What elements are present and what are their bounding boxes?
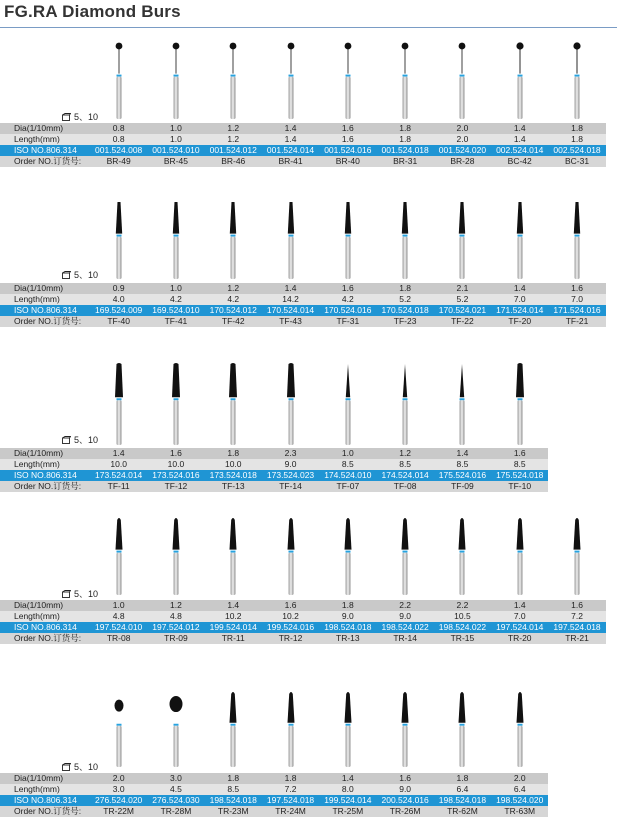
pack-quantity bbox=[62, 268, 98, 281]
spec-cell: TR-62M bbox=[434, 806, 491, 817]
spec-cell: TR-28M bbox=[147, 806, 204, 817]
spec-cell: TF-21 bbox=[548, 316, 605, 327]
spec-cell: 1.8 bbox=[548, 134, 605, 145]
spec-cell: 1.8 bbox=[376, 123, 433, 134]
spec-cell: 276.524.020 bbox=[90, 795, 147, 806]
bur-image bbox=[166, 40, 186, 120]
spec-cell bbox=[548, 784, 605, 795]
pack-quantity bbox=[62, 760, 98, 773]
bur-image bbox=[567, 516, 587, 596]
spec-cell: TR-11 bbox=[205, 633, 262, 644]
spec-cell: 197.524.018 bbox=[548, 622, 605, 633]
pack-quantity-label: 5、10 bbox=[74, 435, 99, 445]
spec-row-iso bbox=[0, 795, 606, 806]
spec-cell: TR-14 bbox=[376, 633, 433, 644]
spec-cell: TR-13 bbox=[319, 633, 376, 644]
spec-cell: 198.524.022 bbox=[434, 622, 491, 633]
spec-cell: 1.6 bbox=[262, 600, 319, 611]
bur-image bbox=[510, 690, 530, 768]
spec-cell: 4.0 bbox=[90, 294, 147, 305]
spec-cell: 001.524.012 bbox=[205, 145, 262, 156]
spec-cell: 1.6 bbox=[319, 134, 376, 145]
spec-cell: 001.524.020 bbox=[434, 145, 491, 156]
spec-cell: 1.2 bbox=[205, 283, 262, 294]
spec-cell: 5.2 bbox=[434, 294, 491, 305]
spec-row-ord bbox=[0, 156, 606, 167]
spec-cell: 173.524.018 bbox=[205, 470, 262, 481]
spec-cell: TR-23M bbox=[205, 806, 262, 817]
spec-row-dia bbox=[0, 773, 606, 784]
spec-cell: 169.524.010 bbox=[147, 305, 204, 316]
spec-cell: 197.524.010 bbox=[90, 622, 147, 633]
spec-cell: TR-63M bbox=[491, 806, 548, 817]
spec-cell: 4.2 bbox=[319, 294, 376, 305]
bur-image bbox=[452, 40, 472, 120]
spec-row-dia bbox=[0, 448, 606, 459]
spec-cell: BC-42 bbox=[491, 156, 548, 167]
spec-cell: 1.4 bbox=[90, 448, 147, 459]
spec-cell: 170.524.021 bbox=[434, 305, 491, 316]
bur-image bbox=[166, 200, 186, 280]
bur-image bbox=[281, 362, 301, 446]
bur-image bbox=[510, 362, 530, 446]
spec-row-dia bbox=[0, 283, 606, 294]
spec-cell: TR-09 bbox=[147, 633, 204, 644]
spec-row-ord bbox=[0, 806, 606, 817]
spec-cell: 1.4 bbox=[262, 283, 319, 294]
spec-cell: 198.524.018 bbox=[319, 622, 376, 633]
row-label: Order NO.订货号: bbox=[0, 633, 90, 644]
spec-cell: 199.524.014 bbox=[205, 622, 262, 633]
row-label: Length(mm) bbox=[0, 294, 90, 305]
spec-cell: 8.5 bbox=[319, 459, 376, 470]
spec-cell: 198.524.022 bbox=[376, 622, 433, 633]
spec-cell: BC-31 bbox=[548, 156, 605, 167]
bur-image bbox=[567, 40, 587, 120]
spec-cell: 1.4 bbox=[491, 600, 548, 611]
spec-cell: 2.2 bbox=[434, 600, 491, 611]
spec-cell: 1.8 bbox=[376, 283, 433, 294]
bur-image bbox=[281, 516, 301, 596]
spec-cell: 174.524.010 bbox=[319, 470, 376, 481]
bur-image bbox=[338, 40, 358, 120]
spec-table bbox=[0, 123, 606, 167]
row-label: ISO NO.806.314 bbox=[0, 145, 90, 156]
spec-cell: 2.0 bbox=[90, 773, 147, 784]
bur-image bbox=[395, 200, 415, 280]
spec-row-iso bbox=[0, 145, 606, 156]
bur-image bbox=[338, 690, 358, 768]
spec-cell: BR-28 bbox=[434, 156, 491, 167]
spec-table bbox=[0, 448, 606, 492]
spec-cell: 170.524.016 bbox=[319, 305, 376, 316]
spec-cell: BR-49 bbox=[90, 156, 147, 167]
spec-cell: 10.2 bbox=[205, 611, 262, 622]
spec-cell bbox=[548, 448, 605, 459]
bur-image bbox=[510, 40, 530, 120]
spec-cell: 170.524.018 bbox=[376, 305, 433, 316]
spec-cell: 173.524.014 bbox=[90, 470, 147, 481]
spec-table bbox=[0, 283, 606, 327]
spec-cell: 7.0 bbox=[548, 294, 605, 305]
spec-cell: 1.2 bbox=[147, 600, 204, 611]
spec-cell bbox=[548, 795, 605, 806]
spec-cell: 197.524.018 bbox=[262, 795, 319, 806]
spec-cell: 1.2 bbox=[205, 134, 262, 145]
spec-cell: 1.6 bbox=[319, 123, 376, 134]
spec-cell: 9.0 bbox=[376, 611, 433, 622]
bur-image bbox=[395, 690, 415, 768]
spec-cell: TF-31 bbox=[319, 316, 376, 327]
spec-cell: 4.2 bbox=[205, 294, 262, 305]
row-label: ISO NO.806.314 bbox=[0, 795, 90, 806]
package-icon bbox=[62, 271, 71, 279]
spec-cell: 1.6 bbox=[548, 283, 605, 294]
spec-cell: 1.6 bbox=[147, 448, 204, 459]
row-label: Order NO.订货号: bbox=[0, 316, 90, 327]
bur-image bbox=[338, 200, 358, 280]
spec-cell: BR-45 bbox=[147, 156, 204, 167]
spec-cell: 170.524.012 bbox=[205, 305, 262, 316]
bur-image bbox=[281, 200, 301, 280]
spec-cell: BR-46 bbox=[205, 156, 262, 167]
spec-table bbox=[0, 773, 606, 817]
spec-cell: 2.3 bbox=[262, 448, 319, 459]
spec-row-ord bbox=[0, 481, 606, 492]
spec-cell: TF-11 bbox=[90, 481, 147, 492]
spec-cell: BR-40 bbox=[319, 156, 376, 167]
package-icon bbox=[62, 113, 71, 121]
row-label: Dia(1/10mm) bbox=[0, 448, 90, 459]
bur-image bbox=[223, 516, 243, 596]
spec-row-iso bbox=[0, 470, 606, 481]
spec-cell: 8.5 bbox=[434, 459, 491, 470]
row-label: ISO NO.806.314 bbox=[0, 305, 90, 316]
bur-image bbox=[223, 362, 243, 446]
spec-cell bbox=[548, 806, 605, 817]
spec-cell: TR-20 bbox=[491, 633, 548, 644]
row-label: Length(mm) bbox=[0, 459, 90, 470]
spec-cell: 002.524.018 bbox=[548, 145, 605, 156]
spec-cell: 7.0 bbox=[491, 294, 548, 305]
spec-cell: 198.524.018 bbox=[434, 795, 491, 806]
spec-cell: TF-41 bbox=[147, 316, 204, 327]
row-label: Order NO.订货号: bbox=[0, 806, 90, 817]
spec-cell: TF-43 bbox=[262, 316, 319, 327]
spec-cell: 9.0 bbox=[262, 459, 319, 470]
bur-image bbox=[109, 200, 129, 280]
bur-image bbox=[281, 40, 301, 120]
row-label: Length(mm) bbox=[0, 611, 90, 622]
spec-cell: 5.2 bbox=[376, 294, 433, 305]
spec-cell: TR-12 bbox=[262, 633, 319, 644]
bur-image bbox=[395, 516, 415, 596]
spec-cell: 1.2 bbox=[376, 448, 433, 459]
spec-cell bbox=[548, 470, 605, 481]
spec-cell: 2.1 bbox=[434, 283, 491, 294]
bur-image bbox=[567, 200, 587, 280]
spec-cell: 8.0 bbox=[319, 784, 376, 795]
spec-cell: 199.524.016 bbox=[262, 622, 319, 633]
spec-cell: TF-13 bbox=[205, 481, 262, 492]
spec-cell: 8.5 bbox=[376, 459, 433, 470]
spec-cell: 197.524.012 bbox=[147, 622, 204, 633]
spec-cell: 2.0 bbox=[434, 123, 491, 134]
spec-row-dia bbox=[0, 123, 606, 134]
spec-cell: 169.524.009 bbox=[90, 305, 147, 316]
row-label: Dia(1/10mm) bbox=[0, 283, 90, 294]
spec-cell: 1.6 bbox=[319, 283, 376, 294]
spec-cell: 1.4 bbox=[319, 773, 376, 784]
spec-cell: TF-22 bbox=[434, 316, 491, 327]
spec-cell: 4.8 bbox=[90, 611, 147, 622]
spec-cell: BR-41 bbox=[262, 156, 319, 167]
row-label: Length(mm) bbox=[0, 134, 90, 145]
spec-cell: 1.0 bbox=[147, 123, 204, 134]
spec-cell: 10.2 bbox=[262, 611, 319, 622]
bur-image bbox=[452, 200, 472, 280]
spec-cell: 1.6 bbox=[491, 448, 548, 459]
spec-cell: 1.8 bbox=[262, 773, 319, 784]
spec-cell: 174.524.014 bbox=[376, 470, 433, 481]
spec-cell: 002.524.014 bbox=[491, 145, 548, 156]
bur-image bbox=[510, 200, 530, 280]
spec-cell: TF-42 bbox=[205, 316, 262, 327]
pack-quantity-label: 5、10 bbox=[74, 112, 99, 122]
spec-cell: 1.0 bbox=[90, 600, 147, 611]
spec-cell: 6.4 bbox=[491, 784, 548, 795]
page-title: FG.RA Diamond Burs bbox=[4, 2, 181, 21]
spec-cell: 10.5 bbox=[434, 611, 491, 622]
spec-row-len bbox=[0, 459, 606, 470]
bur-image bbox=[395, 40, 415, 120]
spec-cell: 175.524.018 bbox=[491, 470, 548, 481]
spec-cell: TF-14 bbox=[262, 481, 319, 492]
spec-cell: 8.5 bbox=[205, 784, 262, 795]
spec-cell: 14.2 bbox=[262, 294, 319, 305]
spec-cell: 1.6 bbox=[376, 773, 433, 784]
spec-row-len bbox=[0, 294, 606, 305]
spec-cell: 1.4 bbox=[262, 123, 319, 134]
spec-cell: 0.8 bbox=[90, 134, 147, 145]
spec-cell: 2.0 bbox=[434, 134, 491, 145]
package-icon bbox=[62, 590, 71, 598]
spec-row-iso bbox=[0, 622, 606, 633]
spec-cell: 1.4 bbox=[491, 134, 548, 145]
spec-cell: 001.524.010 bbox=[147, 145, 204, 156]
spec-cell: 1.4 bbox=[491, 283, 548, 294]
bur-image bbox=[109, 690, 129, 768]
spec-cell: 173.524.016 bbox=[147, 470, 204, 481]
spec-cell: 1.4 bbox=[434, 448, 491, 459]
spec-cell: 200.524.016 bbox=[376, 795, 433, 806]
spec-cell: 1.6 bbox=[548, 600, 605, 611]
spec-cell: TR-22M bbox=[90, 806, 147, 817]
spec-cell: 1.4 bbox=[262, 134, 319, 145]
spec-cell: 199.524.014 bbox=[319, 795, 376, 806]
package-icon bbox=[62, 436, 71, 444]
spec-cell: TF-23 bbox=[376, 316, 433, 327]
spec-cell: TR-08 bbox=[90, 633, 147, 644]
pack-quantity bbox=[62, 110, 98, 123]
spec-cell: 0.9 bbox=[90, 283, 147, 294]
spec-cell: 276.524.030 bbox=[147, 795, 204, 806]
spec-cell: 1.4 bbox=[205, 600, 262, 611]
spec-cell: 171.524.014 bbox=[491, 305, 548, 316]
pack-quantity bbox=[62, 433, 98, 446]
bur-image bbox=[338, 516, 358, 596]
spec-row-dia bbox=[0, 600, 606, 611]
bur-image bbox=[166, 362, 186, 446]
spec-cell bbox=[548, 481, 605, 492]
spec-cell: 10.0 bbox=[147, 459, 204, 470]
spec-cell: TR-24M bbox=[262, 806, 319, 817]
spec-cell: 2.0 bbox=[491, 773, 548, 784]
spec-cell: 1.0 bbox=[319, 448, 376, 459]
spec-cell: 170.524.014 bbox=[262, 305, 319, 316]
spec-row-ord bbox=[0, 633, 606, 644]
pack-quantity bbox=[62, 587, 98, 600]
package-icon bbox=[62, 763, 71, 771]
bur-image bbox=[166, 516, 186, 596]
spec-cell: 1.8 bbox=[205, 448, 262, 459]
spec-cell: BR-31 bbox=[376, 156, 433, 167]
spec-cell: 001.524.014 bbox=[262, 145, 319, 156]
row-label: ISO NO.806.314 bbox=[0, 622, 90, 633]
bur-image bbox=[223, 40, 243, 120]
spec-row-iso bbox=[0, 305, 606, 316]
spec-cell: TF-12 bbox=[147, 481, 204, 492]
spec-cell: 1.8 bbox=[205, 773, 262, 784]
spec-cell bbox=[548, 773, 605, 784]
spec-cell: 173.524.023 bbox=[262, 470, 319, 481]
bur-image bbox=[109, 40, 129, 120]
spec-cell: 171.524.016 bbox=[548, 305, 605, 316]
spec-cell: TR-15 bbox=[434, 633, 491, 644]
pack-quantity-label: 5、10 bbox=[74, 270, 99, 280]
row-label: Dia(1/10mm) bbox=[0, 773, 90, 784]
spec-cell: 197.524.014 bbox=[491, 622, 548, 633]
spec-cell: TR-25M bbox=[319, 806, 376, 817]
bur-image bbox=[395, 362, 415, 446]
spec-cell: 7.2 bbox=[548, 611, 605, 622]
spec-cell: 6.4 bbox=[434, 784, 491, 795]
bur-image bbox=[223, 200, 243, 280]
spec-cell: 1.0 bbox=[147, 134, 204, 145]
spec-cell: 3.0 bbox=[90, 784, 147, 795]
spec-cell: 1.8 bbox=[548, 123, 605, 134]
spec-cell: 7.0 bbox=[491, 611, 548, 622]
row-label: Order NO.订货号: bbox=[0, 156, 90, 167]
spec-cell: TF-08 bbox=[376, 481, 433, 492]
spec-cell: 4.2 bbox=[147, 294, 204, 305]
spec-cell: 3.0 bbox=[147, 773, 204, 784]
spec-cell: TR-21 bbox=[548, 633, 605, 644]
spec-cell: TF-07 bbox=[319, 481, 376, 492]
spec-cell: 198.524.018 bbox=[205, 795, 262, 806]
spec-cell: 10.0 bbox=[90, 459, 147, 470]
pack-quantity-label: 5、10 bbox=[74, 589, 99, 599]
row-label: Dia(1/10mm) bbox=[0, 600, 90, 611]
spec-cell: 1.0 bbox=[147, 283, 204, 294]
spec-cell: TF-20 bbox=[491, 316, 548, 327]
spec-cell: 175.524.016 bbox=[434, 470, 491, 481]
spec-row-len bbox=[0, 611, 606, 622]
spec-cell: TF-10 bbox=[491, 481, 548, 492]
spec-cell: 4.8 bbox=[147, 611, 204, 622]
bur-image bbox=[109, 362, 129, 446]
spec-cell: 7.2 bbox=[262, 784, 319, 795]
spec-cell: 1.8 bbox=[376, 134, 433, 145]
spec-cell: 0.8 bbox=[90, 123, 147, 134]
spec-cell: 10.0 bbox=[205, 459, 262, 470]
bur-image bbox=[109, 516, 129, 596]
pack-quantity-label: 5、10 bbox=[74, 762, 99, 772]
spec-cell: TF-40 bbox=[90, 316, 147, 327]
bur-image bbox=[166, 690, 186, 768]
row-label: Length(mm) bbox=[0, 784, 90, 795]
spec-cell: 001.524.008 bbox=[90, 145, 147, 156]
spec-cell: 1.8 bbox=[319, 600, 376, 611]
spec-cell: 1.8 bbox=[434, 773, 491, 784]
spec-cell: 001.524.018 bbox=[376, 145, 433, 156]
spec-cell: 4.5 bbox=[147, 784, 204, 795]
spec-table bbox=[0, 600, 606, 644]
bur-image bbox=[452, 516, 472, 596]
spec-row-len bbox=[0, 784, 606, 795]
spec-cell: 9.0 bbox=[376, 784, 433, 795]
spec-cell: 8.5 bbox=[491, 459, 548, 470]
bur-image bbox=[281, 690, 301, 768]
bur-image bbox=[338, 362, 358, 446]
spec-row-ord bbox=[0, 316, 606, 327]
bur-image bbox=[452, 690, 472, 768]
spec-cell: 198.524.020 bbox=[491, 795, 548, 806]
spec-cell: 9.0 bbox=[319, 611, 376, 622]
spec-cell: TR-26M bbox=[376, 806, 433, 817]
row-label: Dia(1/10mm) bbox=[0, 123, 90, 134]
row-label: ISO NO.806.314 bbox=[0, 470, 90, 481]
title-divider bbox=[0, 27, 617, 28]
spec-cell: 001.524.016 bbox=[319, 145, 376, 156]
spec-row-len bbox=[0, 134, 606, 145]
bur-image bbox=[223, 690, 243, 768]
spec-cell bbox=[548, 459, 605, 470]
spec-cell: 1.4 bbox=[491, 123, 548, 134]
spec-cell: TF-09 bbox=[434, 481, 491, 492]
bur-image bbox=[452, 362, 472, 446]
spec-cell: 1.2 bbox=[205, 123, 262, 134]
row-label: Order NO.订货号: bbox=[0, 481, 90, 492]
bur-image bbox=[510, 516, 530, 596]
spec-cell: 2.2 bbox=[376, 600, 433, 611]
